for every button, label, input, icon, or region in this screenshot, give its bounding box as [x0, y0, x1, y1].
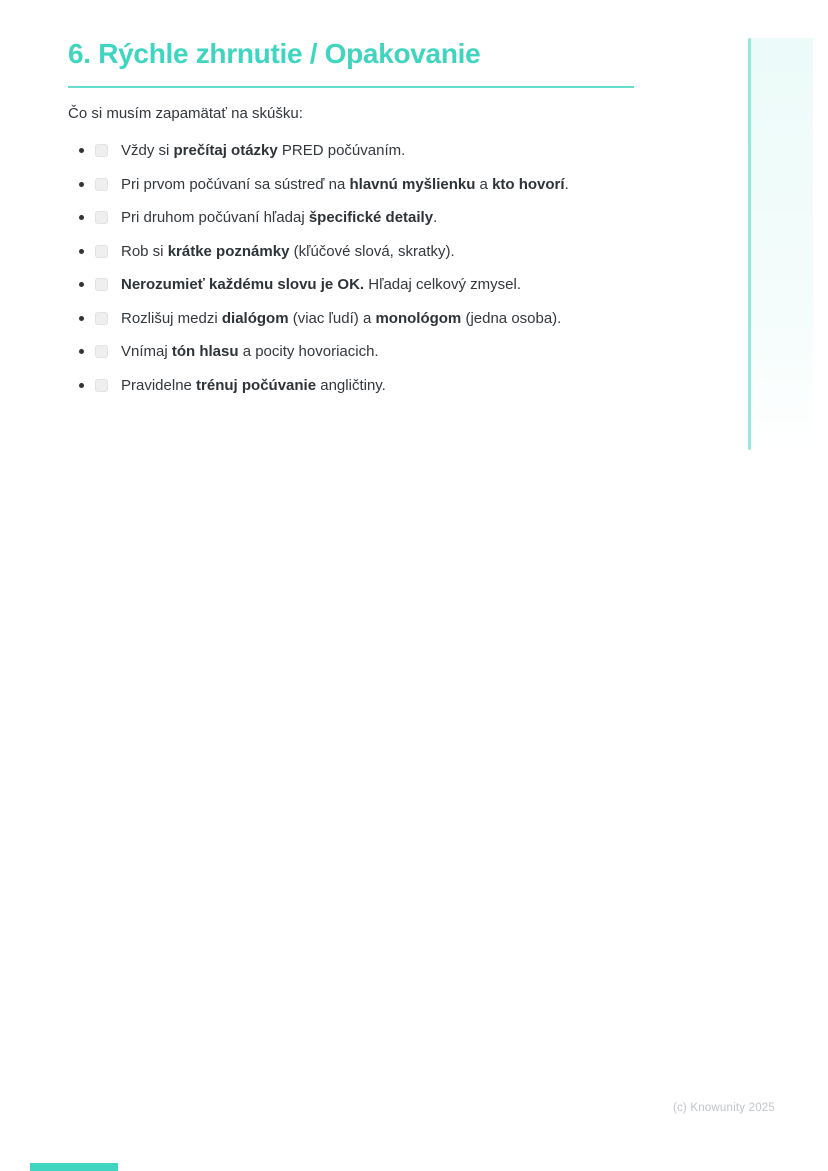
checkbox[interactable] [95, 312, 108, 325]
bullet-icon [79, 282, 84, 287]
checklist-item [79, 210, 779, 225]
bullet-icon [79, 148, 84, 153]
item-text-segment: Vždy si [121, 142, 174, 159]
item-text-segment: Pravidelne [121, 376, 197, 394]
bullet-icon [79, 316, 84, 321]
checkbox[interactable] [95, 345, 108, 358]
checklist-item [79, 378, 779, 393]
item-text [121, 277, 521, 292]
item-text-segment: Pri druhom počúvaní hľadaj [121, 209, 309, 226]
bullet-icon [79, 215, 84, 220]
item-text-segment: Hľadaj celkový zmysel. [364, 276, 522, 293]
item-text-bold-segment: krátke poznámky [167, 242, 290, 260]
item-text-segment: a [475, 175, 493, 193]
checkbox[interactable] [95, 379, 108, 392]
checkbox[interactable] [95, 211, 108, 224]
item-text-bold-segment: kto hovorí [492, 175, 565, 193]
item-text [121, 177, 569, 192]
bullet-icon [79, 383, 84, 388]
item-text-segment: (kľúčové slová, skratky). [289, 242, 455, 260]
item-text-bold-segment: hlavnú myšlienku [349, 175, 476, 193]
item-text-segment: PRED počúvaním. [277, 142, 406, 159]
checklist-item [79, 143, 779, 158]
item-text-segment: . [433, 209, 438, 226]
item-text-bold-segment: prečítaj otázky [173, 142, 278, 159]
item-text [121, 244, 455, 259]
item-text-segment: Rob si [121, 242, 168, 260]
bullet-icon [79, 349, 84, 354]
item-text [121, 378, 386, 393]
checklist [79, 143, 779, 411]
copyright-text: (c) Knowunity 2025 [672, 1102, 775, 1114]
item-text-segment: (jedna osoba). [461, 309, 562, 327]
item-text-bold-segment: Nerozumieť každému slovu je OK. [121, 276, 365, 293]
page-bottom-accent-bar [30, 1163, 118, 1171]
checklist-item [79, 177, 779, 192]
checklist-item [79, 311, 779, 326]
item-text-bold-segment: dialógom [221, 309, 289, 327]
item-text-bold-segment: tón hlasu [171, 343, 239, 360]
item-text-segment: Pri prvom počúvaní sa sústreď na [121, 175, 350, 193]
checklist-item [79, 277, 779, 292]
item-text-bold-segment: trénuj počúvanie [196, 376, 317, 394]
item-text-segment: . [564, 175, 569, 193]
item-text [121, 210, 437, 225]
checklist-item [79, 244, 779, 259]
bullet-icon [79, 249, 84, 254]
checkbox[interactable] [95, 144, 108, 157]
item-text-segment: (viac ľudí) a [288, 309, 376, 327]
item-text-segment: Rozlišuj medzi [121, 309, 222, 327]
item-text-bold-segment: monológom [375, 309, 462, 327]
checklist-item [79, 344, 779, 359]
heading-underline [68, 86, 634, 88]
item-text-bold-segment: špecifické detaily [308, 209, 434, 226]
checkbox[interactable] [95, 178, 108, 191]
item-text-segment: Vnímaj [121, 343, 172, 360]
item-text [121, 344, 379, 359]
page-title: 6. Rýchle zhrnutie / Opakovanie [68, 38, 481, 69]
checkbox[interactable] [95, 245, 108, 258]
item-text-segment: angličtiny. [316, 376, 386, 394]
item-text-segment: a pocity hovoriacich. [238, 343, 379, 360]
checkbox[interactable] [95, 278, 108, 291]
intro-text: Čo si musím zapamätať na skúšku: [68, 105, 303, 122]
bullet-icon [79, 182, 84, 187]
item-text [121, 143, 405, 158]
item-text [121, 311, 561, 326]
